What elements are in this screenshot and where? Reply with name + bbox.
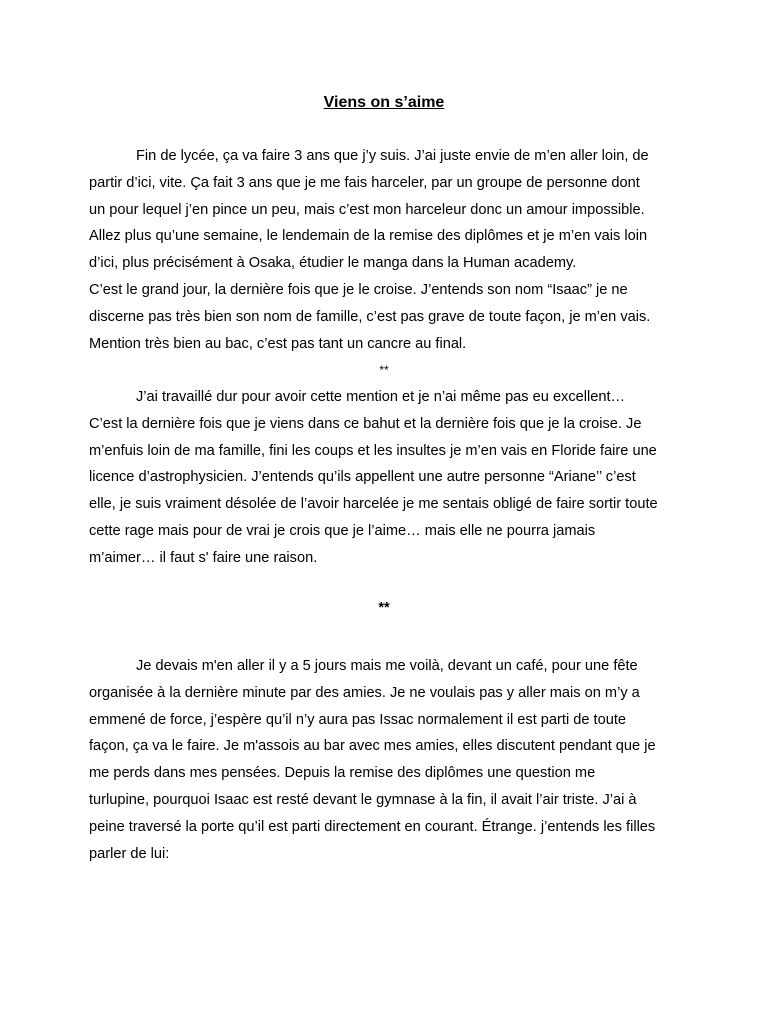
text-line: emmené de force, j’espère qu’il n’y aura pas Issac normalement il est parti de toute [89,711,626,728]
text-line: Je devais m'en aller il y a 5 jours mais me voilà, devant un café, pour une fête [136,658,638,674]
text-line: elle, je suis vraiment désolée de l’avoir harcelée je me sentais obligé de faire sortir toute [89,496,658,513]
text-line: Mention très bien au bac, c’est pas tant un cancre au final. [89,335,467,352]
section-separator: ** [378,600,390,616]
text-line: partir d’ici, vite. Ça fait 3 ans que je me fais harceler, par un groupe de personne dont [89,174,640,191]
text-line: me perds dans mes pensées. Depuis la remise des diplômes une question me [89,765,596,782]
text-line: turlupine, pourquoi Isaac est resté devant le gymnase à la fin, il avait l’air triste. J’ai à [89,791,637,808]
paragraph-section-1 [89,143,689,357]
text-line: J’ai travaillé dur pour avoir cette mention et je n’ai même pas eu excellent… [136,389,626,405]
text-line: licence d’astrophysicien. J’entends qu’ils appellent une autre personne “Ariane’’ c’est [89,469,636,486]
text-line: un pour lequel j’en pince un peu, mais c’est mon harceleur donc un amour impossible. [89,201,645,218]
text-line: cette rage mais pour de vrai je crois que je l’aime… mais elle ne pourra jamais [89,522,596,539]
text-line: m’enfuis loin de ma famille, fini les coups et les insultes je m’en vais en Floride faire une [89,442,657,459]
document-title: Viens on s’aime [323,94,445,111]
paragraph-section-3 [89,653,689,867]
text-line: organisée à la dernière minute par des amies. Je ne voulais pas y aller mais on m’y a [89,684,640,701]
text-line: m’aimer… il faut s' faire une raison. [89,549,318,566]
section-separator: ** [379,363,389,377]
text-line: peine traversé la porte qu’il est parti directement en courant. Étrange. j’entends les filles [89,818,656,835]
text-line: C’est le grand jour, la dernière fois que je le croise. J’entends son nom “Isaac” je ne [89,281,628,298]
text-line: d’ici, plus précisément à Osaka, étudier le manga dans la Human academy. [89,255,577,272]
text-line: Allez plus qu’une semaine, le lendemain de la remise des diplômes et je m’en vais loin [89,228,648,245]
paragraph-section-2 [89,384,689,572]
text-line: C’est la dernière fois que je viens dans ce bahut et la dernière fois que je la croise. Je [89,415,642,432]
text-line: Fin de lycée, ça va faire 3 ans que j’y suis. J’ai juste envie de m’en aller loin, de [136,148,649,164]
text-line: discerne pas très bien son nom de famille, c’est pas grave de toute façon, je m’en vais. [89,308,651,325]
text-line: parler de lui: [89,845,170,862]
text-line: façon, ça va le faire. Je m'assois au bar avec mes amies, elles discutent pendant que je [89,738,656,755]
